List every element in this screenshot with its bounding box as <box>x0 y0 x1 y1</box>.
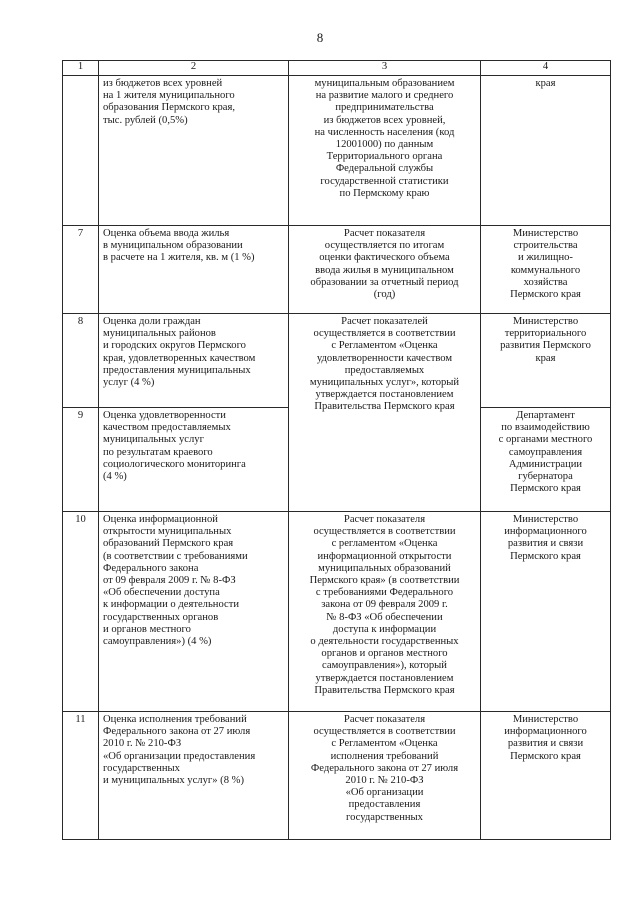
method-text: Расчет показателей осуществляется в соответствии с Регламентом «Оценка удовлетворенности качеством предоставляемых муниципальных услуг», который утверждается постановлением Правительства Пермского края <box>309 316 460 413</box>
row-number: 7 <box>63 226 99 314</box>
responsible-text: края <box>535 78 556 89</box>
responsible-text: Министерство информационного развития и связи Пермского края <box>504 514 587 562</box>
responsible-text: Министерство строительства и жилищно- коммунального хозяйства Пермского края <box>510 228 581 301</box>
indicator-text: Оценка доли граждан муниципальных районов и городских округов Пермского края, удовлетворенных качеством предоставления муниципальных услуг (4 %) <box>103 316 256 389</box>
method-text: Расчет показателя осуществляется в соответствии с Регламентом «Оценка исполнения требований Федерального закона от 27 июля 2010 г. № 210-ФЗ «Об организации предоставления государственных <box>310 714 459 823</box>
indicator-text: Оценка удовлетворенности качеством предоставляемых муниципальных услуг по результатам краевого социологического мониторинга (4 %) <box>103 410 246 483</box>
responsible-text: Министерство информационного развития и связи Пермского края <box>504 714 587 762</box>
row-number: 11 <box>63 712 99 840</box>
column-header: 2 <box>99 61 289 76</box>
method-text: муниципальным образованием на развитие малого и среднего предпринимательства из бюджетов всех уровней, на численность населения (код 12001000) по данным Территориального органа Федеральной службы государственной статистики по Пермскому краю <box>314 78 455 199</box>
method-text: Расчет показателя осуществляется по итогам оценки фактического объема ввода жилья в муниципальном образовании за отчетный период (год) <box>310 228 459 301</box>
table-row <box>63 512 611 712</box>
table-row <box>63 76 611 226</box>
indicator-text: Оценка объема ввода жилья в муниципальном образовании в расчете на 1 жителя, кв. м (1 %) <box>103 228 255 264</box>
indicator-text: Оценка информационной открытости муниципальных образований Пермского края (в соответствии с требованиями Федерального закона от 09 февраля 2009 г. № 8-ФЗ «Об обеспечении доступа к информации о деятельности государственных органов и органов местного самоуправления») (4 %) <box>103 514 248 648</box>
indicators-table <box>62 60 611 840</box>
row-number: 9 <box>63 408 99 512</box>
page-number: 8 <box>316 30 324 45</box>
table-row <box>63 712 611 840</box>
row-number <box>63 76 99 226</box>
responsible-text: Министерство территориального развития Пермского края <box>500 316 591 364</box>
row-number: 8 <box>63 314 99 408</box>
table-header-row <box>63 61 611 76</box>
column-header: 1 <box>63 61 99 76</box>
responsible-text: Департамент по взаимодействию с органами местного самоуправления Администрации губернатора Пермского края <box>498 410 593 495</box>
column-header: 3 <box>289 61 481 76</box>
row-number: 10 <box>63 512 99 712</box>
indicator-text: из бюджетов всех уровней на 1 жителя муниципального образования Пермского края, тыс. рублей (0,5%) <box>103 78 236 126</box>
indicator-text: Оценка исполнения требований Федерального закона от 27 июля 2010 г. № 210-ФЗ «Об организации предоставления государственных и муниципальных услуг» (8 %) <box>103 714 256 787</box>
column-header: 4 <box>481 61 611 76</box>
table-row <box>63 226 611 314</box>
table-row <box>63 314 611 408</box>
method-text: Расчет показателя осуществляется в соответствии с регламентом «Оценка информационной открытости муниципальных образований Пермского края» (в соответствии с требованиями Федерального закона от 09 февраля 2009 г. № 8-ФЗ «Об обеспечении доступа к информации о деятельности государственных органов и органов местного самоуправления»), который утверждается постановлением Правительства Пермского края <box>309 514 460 696</box>
